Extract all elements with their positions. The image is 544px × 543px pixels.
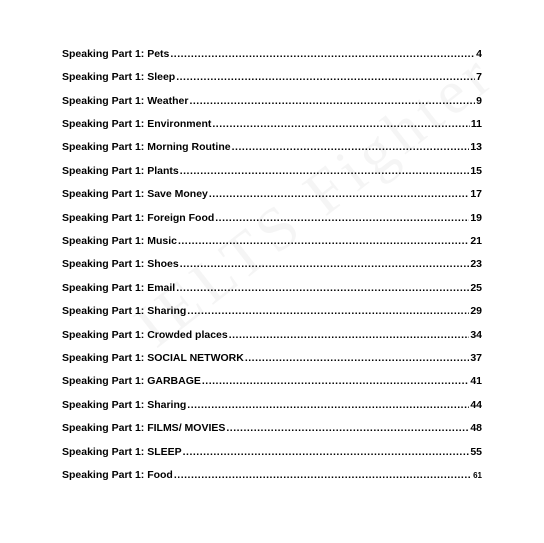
toc-entry-title: Speaking Part 1: Music xyxy=(62,235,177,248)
toc-entry[interactable] xyxy=(62,130,482,153)
toc-leader-dots xyxy=(170,49,475,60)
toc-entry-title: Speaking Part 1: SLEEP xyxy=(62,445,182,458)
toc-leader-dots xyxy=(232,142,470,153)
toc-entry[interactable] xyxy=(62,293,482,316)
toc-leader-dots xyxy=(180,166,470,177)
table-of-contents xyxy=(62,36,482,480)
toc-leader-dots xyxy=(174,470,470,481)
toc-entry[interactable] xyxy=(62,387,482,410)
toc-entry[interactable] xyxy=(62,340,482,363)
toc-page-number: 37 xyxy=(470,351,482,364)
toc-entry-title: Speaking Part 1: Weather xyxy=(62,94,189,107)
toc-entry[interactable] xyxy=(62,59,482,82)
toc-entry[interactable] xyxy=(62,434,482,457)
toc-leader-dots xyxy=(245,353,469,364)
toc-entry-title: Speaking Part 1: Sleep xyxy=(62,71,176,84)
toc-page-number: 44 xyxy=(470,398,482,411)
toc-page-number: 34 xyxy=(470,328,482,341)
toc-page-number: 19 xyxy=(470,211,482,224)
toc-page-number: 23 xyxy=(470,258,482,271)
toc-leader-dots xyxy=(226,423,469,434)
toc-page-number: 11 xyxy=(470,118,482,131)
toc-page-number: 21 xyxy=(470,235,482,248)
toc-entry-title: Speaking Part 1: Shoes xyxy=(62,258,179,271)
toc-entry-title: Speaking Part 1: Foreign Food xyxy=(62,211,215,224)
toc-entry-title: Speaking Part 1: Sharing xyxy=(62,305,187,318)
toc-leader-dots xyxy=(229,330,470,341)
toc-entry-title: Speaking Part 1: Plants xyxy=(62,164,179,177)
toc-page-number: 55 xyxy=(470,445,482,458)
toc-entry[interactable] xyxy=(62,410,482,433)
toc-entry-title: Speaking Part 1: SOCIAL NETWORK xyxy=(62,351,244,364)
toc-leader-dots xyxy=(215,213,469,224)
toc-leader-dots xyxy=(176,72,475,83)
toc-entry[interactable] xyxy=(62,247,482,270)
toc-entry[interactable] xyxy=(62,363,482,386)
toc-entry-title: Speaking Part 1: GARBAGE xyxy=(62,375,201,388)
toc-page-number: 17 xyxy=(470,188,482,201)
toc-page-number: 15 xyxy=(470,164,482,177)
toc-leader-dots xyxy=(180,259,470,270)
toc-page-number: 7 xyxy=(476,71,482,84)
toc-leader-dots xyxy=(187,306,469,317)
toc-leader-dots xyxy=(183,447,470,458)
toc-entry[interactable] xyxy=(62,153,482,176)
toc-entry[interactable] xyxy=(62,270,482,293)
toc-entry-title: Speaking Part 1: Morning Routine xyxy=(62,141,231,154)
toc-leader-dots xyxy=(187,400,469,411)
toc-entry[interactable] xyxy=(62,457,482,480)
toc-leader-dots xyxy=(212,119,470,130)
toc-leader-dots xyxy=(202,376,469,387)
toc-page-number: 13 xyxy=(470,141,482,154)
toc-leader-dots xyxy=(176,283,469,294)
toc-page-number: 25 xyxy=(470,281,482,294)
toc-entry-title: Speaking Part 1: Crowded places xyxy=(62,328,228,341)
toc-entry-title: Speaking Part 1: Email xyxy=(62,281,176,294)
toc-entry[interactable] xyxy=(62,176,482,199)
toc-entry-title: Speaking Part 1: FILMS/ MOVIES xyxy=(62,422,226,435)
toc-entry-title: Speaking Part 1: Save Money xyxy=(62,188,208,201)
toc-entry[interactable] xyxy=(62,83,482,106)
toc-entry[interactable] xyxy=(62,106,482,129)
toc-entry[interactable] xyxy=(62,317,482,340)
toc-leader-dots xyxy=(209,189,469,200)
toc-page-number: 4 xyxy=(476,47,482,60)
toc-entry[interactable] xyxy=(62,223,482,246)
toc-entry[interactable] xyxy=(62,200,482,223)
toc-entry-title: Speaking Part 1: Pets xyxy=(62,47,170,60)
toc-entry[interactable] xyxy=(62,36,482,59)
toc-page-number: 41 xyxy=(470,375,482,388)
toc-entry-title: Speaking Part 1: Environment xyxy=(62,118,212,131)
toc-entry-title: Speaking Part 1: Food xyxy=(62,468,173,481)
toc-page-number: 9 xyxy=(476,94,482,107)
toc-entry-title: Speaking Part 1: Sharing xyxy=(62,398,187,411)
toc-page-number: 29 xyxy=(470,305,482,318)
toc-page-number: 61 xyxy=(473,471,482,481)
toc-leader-dots xyxy=(178,236,469,247)
toc-leader-dots xyxy=(189,96,475,107)
toc-page-number: 48 xyxy=(470,422,482,435)
